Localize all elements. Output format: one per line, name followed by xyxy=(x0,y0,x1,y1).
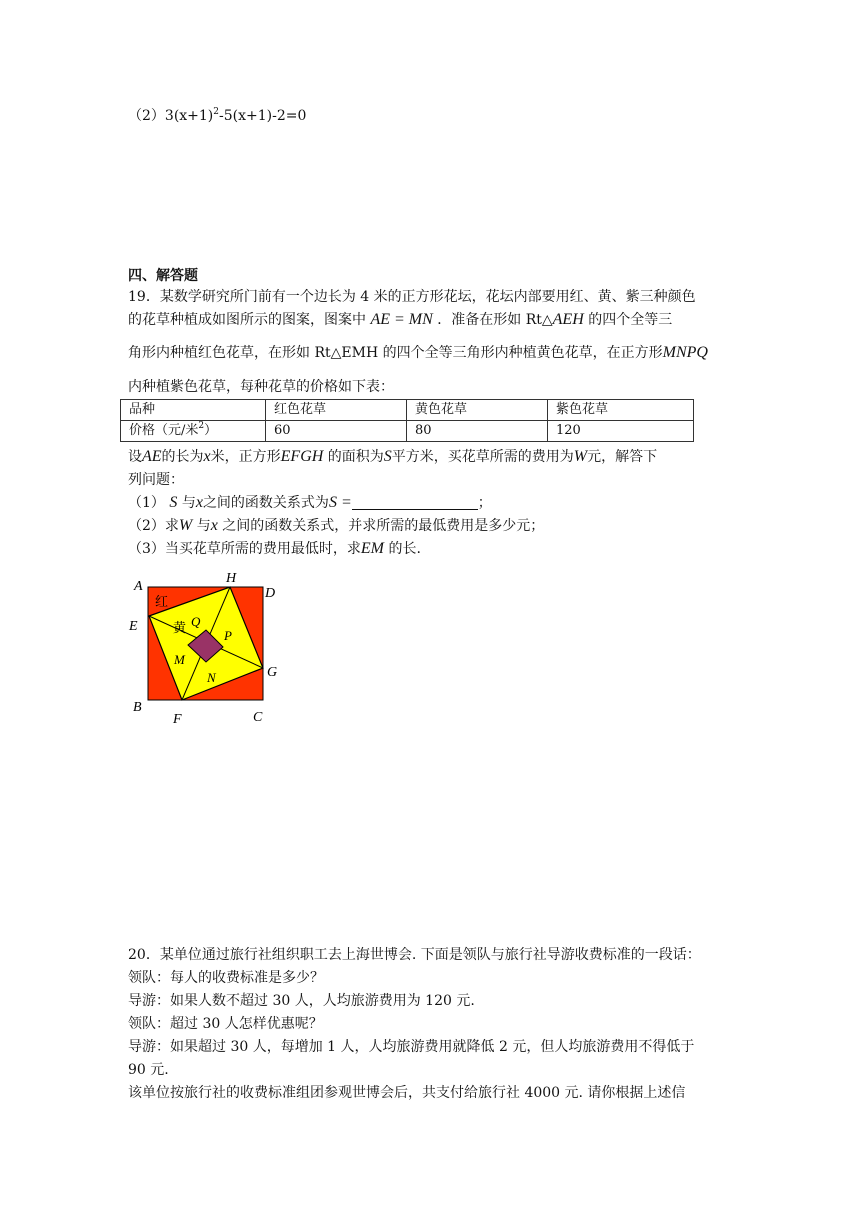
q19-part-1: （1） S 与x之间的函数关系式为S = ； xyxy=(128,494,492,511)
label-d: D xyxy=(265,586,276,601)
table-header-cell: 红色花草 xyxy=(266,400,407,421)
label-h: H xyxy=(226,571,237,586)
table-cell-price: 80 xyxy=(407,421,548,442)
label-b: B xyxy=(133,700,142,715)
label-a: A xyxy=(134,579,143,594)
table-cell-price: 120 xyxy=(548,421,694,442)
label-q: Q xyxy=(191,614,201,629)
q20-line-6: 90 元. xyxy=(128,1062,169,1078)
table-row-label: 价格（元/米$^2$） xyxy=(121,421,266,442)
q20-line-4: 领队：超过 30 人怎样优惠呢？ xyxy=(128,1016,323,1032)
table-header-cell: 紫色花草 xyxy=(548,400,694,421)
section-title: 四、解答题 xyxy=(128,268,198,284)
q20-line-5: 导游：如果超过 30 人，每增加 1 人，人均旅游费用就降低 2 元，但人均旅游费用不得低于 xyxy=(128,1039,695,1055)
label-n: N xyxy=(207,670,216,685)
q19-line-5: 设AE的长为x米，正方形EFGH 的面积为S平方米，买花草所需的费用为W元，解答下 xyxy=(128,448,658,465)
label-m: M xyxy=(174,652,185,667)
q19-line-4: 内种植紫色花草，每种花草的价格如下表： xyxy=(128,379,394,395)
q19-line-1: 19．某数学研究所门前有一个边长为 4 米的正方形花坛，花坛内部要用红、黄、紫三种颜色 xyxy=(128,289,696,305)
label-f: F xyxy=(173,712,182,727)
label-p: P xyxy=(224,628,232,643)
q19-line-6: 列问题： xyxy=(128,472,184,488)
q20-line-1: 20．某单位通过旅行社组织职工去上海世博会. 下面是领队与旅行社导游收费标准的一段话： xyxy=(128,947,701,963)
table-cell-price: 60 xyxy=(266,421,407,442)
equation-2: $(2)3(x+1)^2-5(x+1)-2=0$ xyxy=(128,107,307,124)
label-red-region: 红 xyxy=(155,594,169,609)
q20-line-2: 领队：每人的收费标准是多少？ xyxy=(128,970,324,986)
label-yellow-region: 黄 xyxy=(173,620,187,635)
q19-part-2: （2）求W 与x 之间的函数关系式，并求所需的最低费用是多少元； xyxy=(128,517,545,534)
label-c: C xyxy=(253,710,263,725)
label-e: E xyxy=(129,619,138,634)
q19-part-3: （3）当买花草所需的费用最低时，求EM 的长. xyxy=(128,540,421,557)
label-g: G xyxy=(267,665,278,680)
table-header-cell: 品种 xyxy=(121,400,266,421)
q19-line-2: 的花草种植成如图所示的图案，图案中 AE = MN ．准备在形如 Rt△AEH 的四个全等三 xyxy=(128,311,673,328)
q20-line-7: 该单位按旅行社的收费标准组团参观世博会后，共支付给旅行社 4000 元. 请你根据上述信 xyxy=(128,1085,686,1101)
q19-line-3: 角形内种植红色花草，在形如 Rt△EMH 的四个全等三角形内种植黄色花草，在正方形MNPQ xyxy=(128,344,708,361)
table-header-cell: 黄色花草 xyxy=(407,400,548,421)
q20-line-3: 导游：如果人数不超过 30 人，人均旅游费用为 120 元. xyxy=(128,993,475,1009)
